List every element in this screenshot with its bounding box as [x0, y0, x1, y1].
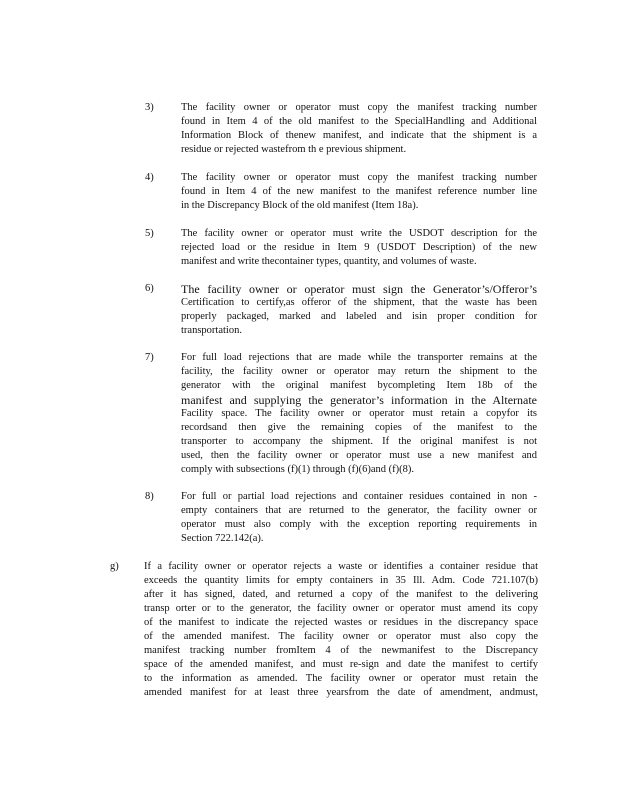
text-line: For full load rejections that are made while the transporter remains at the: [181, 352, 537, 363]
item-number: 3): [145, 102, 154, 113]
text-line: Information Block of thenew manifest, and indicate that the shipment is a: [181, 130, 537, 141]
text-line: operator must also comply with the exception reporting requirements in: [181, 519, 537, 530]
text-line: The facility owner or operator must copy the manifest tracking number: [181, 172, 537, 183]
text-line: amended manifest for at least three yearsfrom the date of amendment, andmust,: [144, 687, 538, 698]
text-line: of the amended manifest. The facility owner or operator must also copy the: [144, 631, 538, 642]
text-line: If a facility owner or operator rejects a waste or identifies a container residue that: [144, 561, 538, 572]
text-line: The facility owner or operator must write the USDOT description for the: [181, 228, 537, 239]
item-text: [181, 351, 537, 477]
text-line: Certification to certify,as offeror of the shipment, that the waste has been: [181, 297, 537, 308]
text-line: manifest and write thecontainer types, quantity, and volumes of waste.: [181, 256, 477, 267]
text-line: Facility space. The facility owner or operator must retain a copyfor its: [181, 408, 537, 419]
item-text: [181, 282, 537, 338]
text-line: used, then the facility owner or operator must use a new manifest and: [181, 450, 537, 461]
text-line: recordsand then give the remaining copies of the manifest to the: [181, 422, 537, 433]
text-line: generator with the original manifest bycompleting Item 18b of the: [181, 380, 537, 391]
item-text: [181, 101, 537, 157]
text-line: manifest tracking number fromItem 4 of the newmanifest to the Discrepancy: [144, 645, 538, 656]
text-line: Section 722.142(a).: [181, 533, 264, 544]
text-line: The facility owner or operator must sign the Generator’s/Offeror’s: [181, 282, 537, 296]
text-line: manifest and supplying the generator’s information in the Alternate: [181, 393, 537, 407]
text-line: found in Item 4 of the old manifest to the SpecialHandling and Additional: [181, 116, 537, 127]
text-line: to the information as amended. The facility owner or operator must retain the: [144, 673, 538, 684]
text-line: transporter to accompany the shipment. If the original manifest is not: [181, 436, 537, 447]
item-text: [181, 490, 537, 546]
text-line: of the manifest to indicate the rejected wastes or residues in the discrepancy space: [144, 617, 538, 628]
subsection-text: [144, 560, 538, 700]
text-line: found in Item 4 of the new manifest to the manifest reference number line: [181, 186, 537, 197]
text-line: comply with subsections (f)(1) through (f)(6)and (f)(8).: [181, 464, 414, 475]
item-number: 7): [145, 352, 154, 363]
text-line: transp orter or to the generator, the facility owner or operator must amend its copy: [144, 603, 538, 614]
subsection-letter: g): [110, 561, 119, 572]
text-line: properly packaged, marked and labeled and isin proper condition for: [181, 311, 537, 322]
item-text: [181, 227, 537, 269]
text-line: For full or partial load rejections and container residues contained in non -: [181, 491, 537, 502]
item-number: 6): [145, 283, 154, 294]
text-line: space of the amended manifest, and must re-sign and date the manifest to certify: [144, 659, 538, 670]
item-number: 8): [145, 491, 154, 502]
text-line: after it has signed, dated, and returned a copy of the manifest to the delivering: [144, 589, 538, 600]
text-line: The facility owner or operator must copy the manifest tracking number: [181, 102, 537, 113]
text-line: rejected load or the residue in Item 9 (USDOT Description) of the new: [181, 242, 537, 253]
text-line: facility, the facility owner or operator may return the shipment to the: [181, 366, 537, 377]
text-line: empty containers that are returned to the generator, the facility owner or: [181, 505, 537, 516]
item-number: 5): [145, 228, 154, 239]
text-line: exceeds the quantity limits for empty containers in 35 Ill. Adm. Code 721.107(b): [144, 575, 538, 586]
text-line: residue or rejected wastefrom th e previous shipment.: [181, 144, 407, 155]
item-number: 4): [145, 172, 154, 183]
text-line: in the Discrepancy Block of the old manifest (Item 18a).: [181, 200, 419, 211]
text-line: transportation.: [181, 325, 242, 336]
item-text: [181, 171, 537, 213]
